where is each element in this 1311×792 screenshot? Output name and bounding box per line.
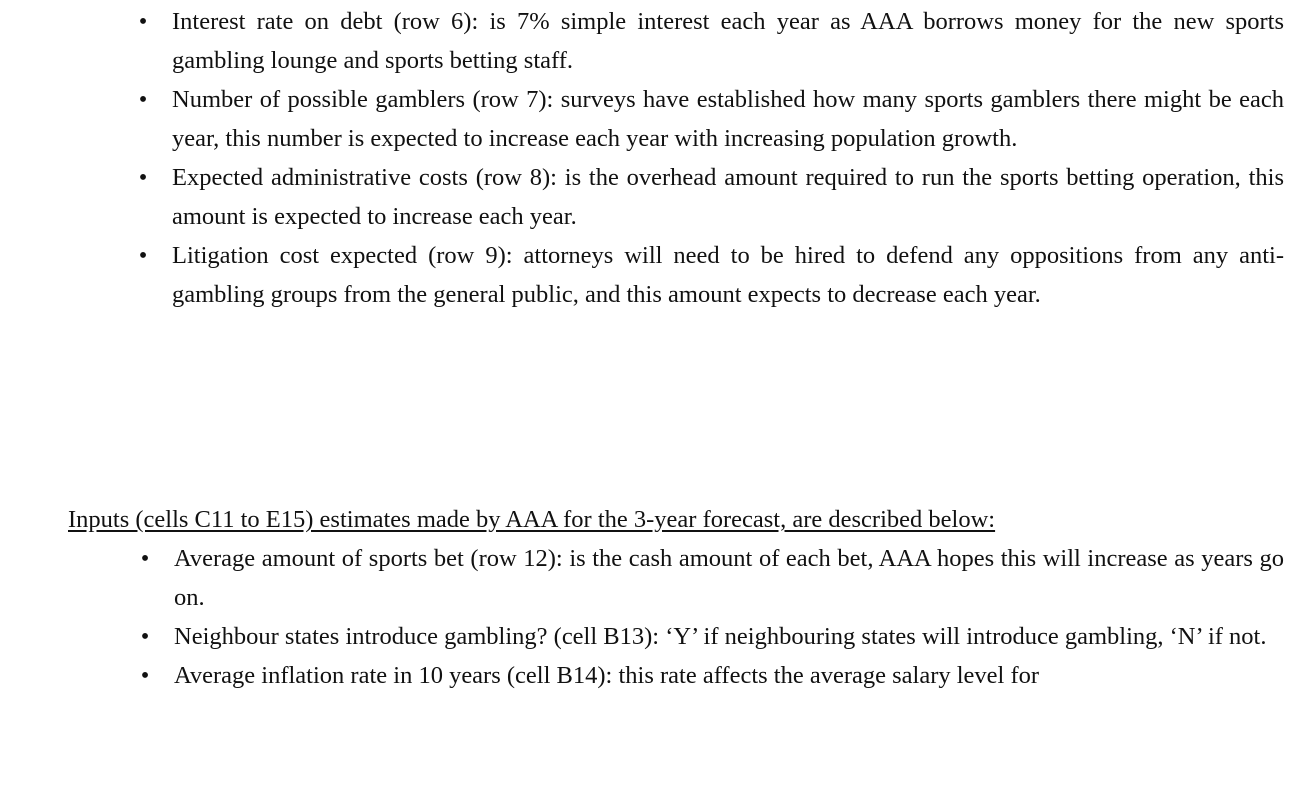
bullet-icon: •	[138, 164, 148, 191]
list-item	[138, 2, 1284, 80]
list-item	[138, 158, 1284, 236]
bullet-icon: •	[140, 545, 150, 572]
list-item-text: Average amount of sports bet (row 12): is the cash amount of each bet, AAA hopes this will increase as years go on.	[174, 545, 1284, 611]
list-item-text: Litigation cost expected (row 9): attorneys will need to be hired to defend any oppositions from any anti-gambling groups from the general public, and this amount expects to decrease each year.	[172, 242, 1284, 308]
list-item-text: Average inflation rate in 10 years (cell B14): this rate affects the average salary level for	[174, 662, 1040, 689]
list-item	[138, 80, 1284, 158]
bullet-icon: •	[138, 8, 148, 35]
list-item	[140, 656, 1284, 695]
bullet-icon: •	[140, 623, 150, 650]
list-item	[138, 236, 1284, 314]
inputs-section-heading: Inputs (cells C11 to E15) estimates made by AAA for the 3-year forecast, are described below:	[68, 506, 996, 533]
list-item-text: Expected administrative costs (row 8): is the overhead amount required to run the sports betting operation, this amount is expected to increase each year.	[172, 164, 1284, 230]
bullet-icon: •	[138, 242, 148, 269]
assumptions-bullet-list	[138, 2, 1284, 314]
list-item	[140, 617, 1284, 656]
bullet-icon: •	[140, 662, 150, 689]
list-item-text: Neighbour states introduce gambling? (cell B13): ‘Y’ if neighbouring states will introduce gambling, ‘N’ if not.	[174, 623, 1267, 650]
list-item	[140, 539, 1284, 617]
inputs-bullet-list	[140, 539, 1284, 695]
bullet-icon: •	[138, 86, 148, 113]
list-item-text: Interest rate on debt (row 6): is 7% simple interest each year as AAA borrows money for the new sports gambling lounge and sports betting staff.	[172, 8, 1284, 74]
list-item-text: Number of possible gamblers (row 7): surveys have established how many sports gamblers there might be each year, this number is expected to increase each year with increasing population growth.	[172, 86, 1284, 152]
